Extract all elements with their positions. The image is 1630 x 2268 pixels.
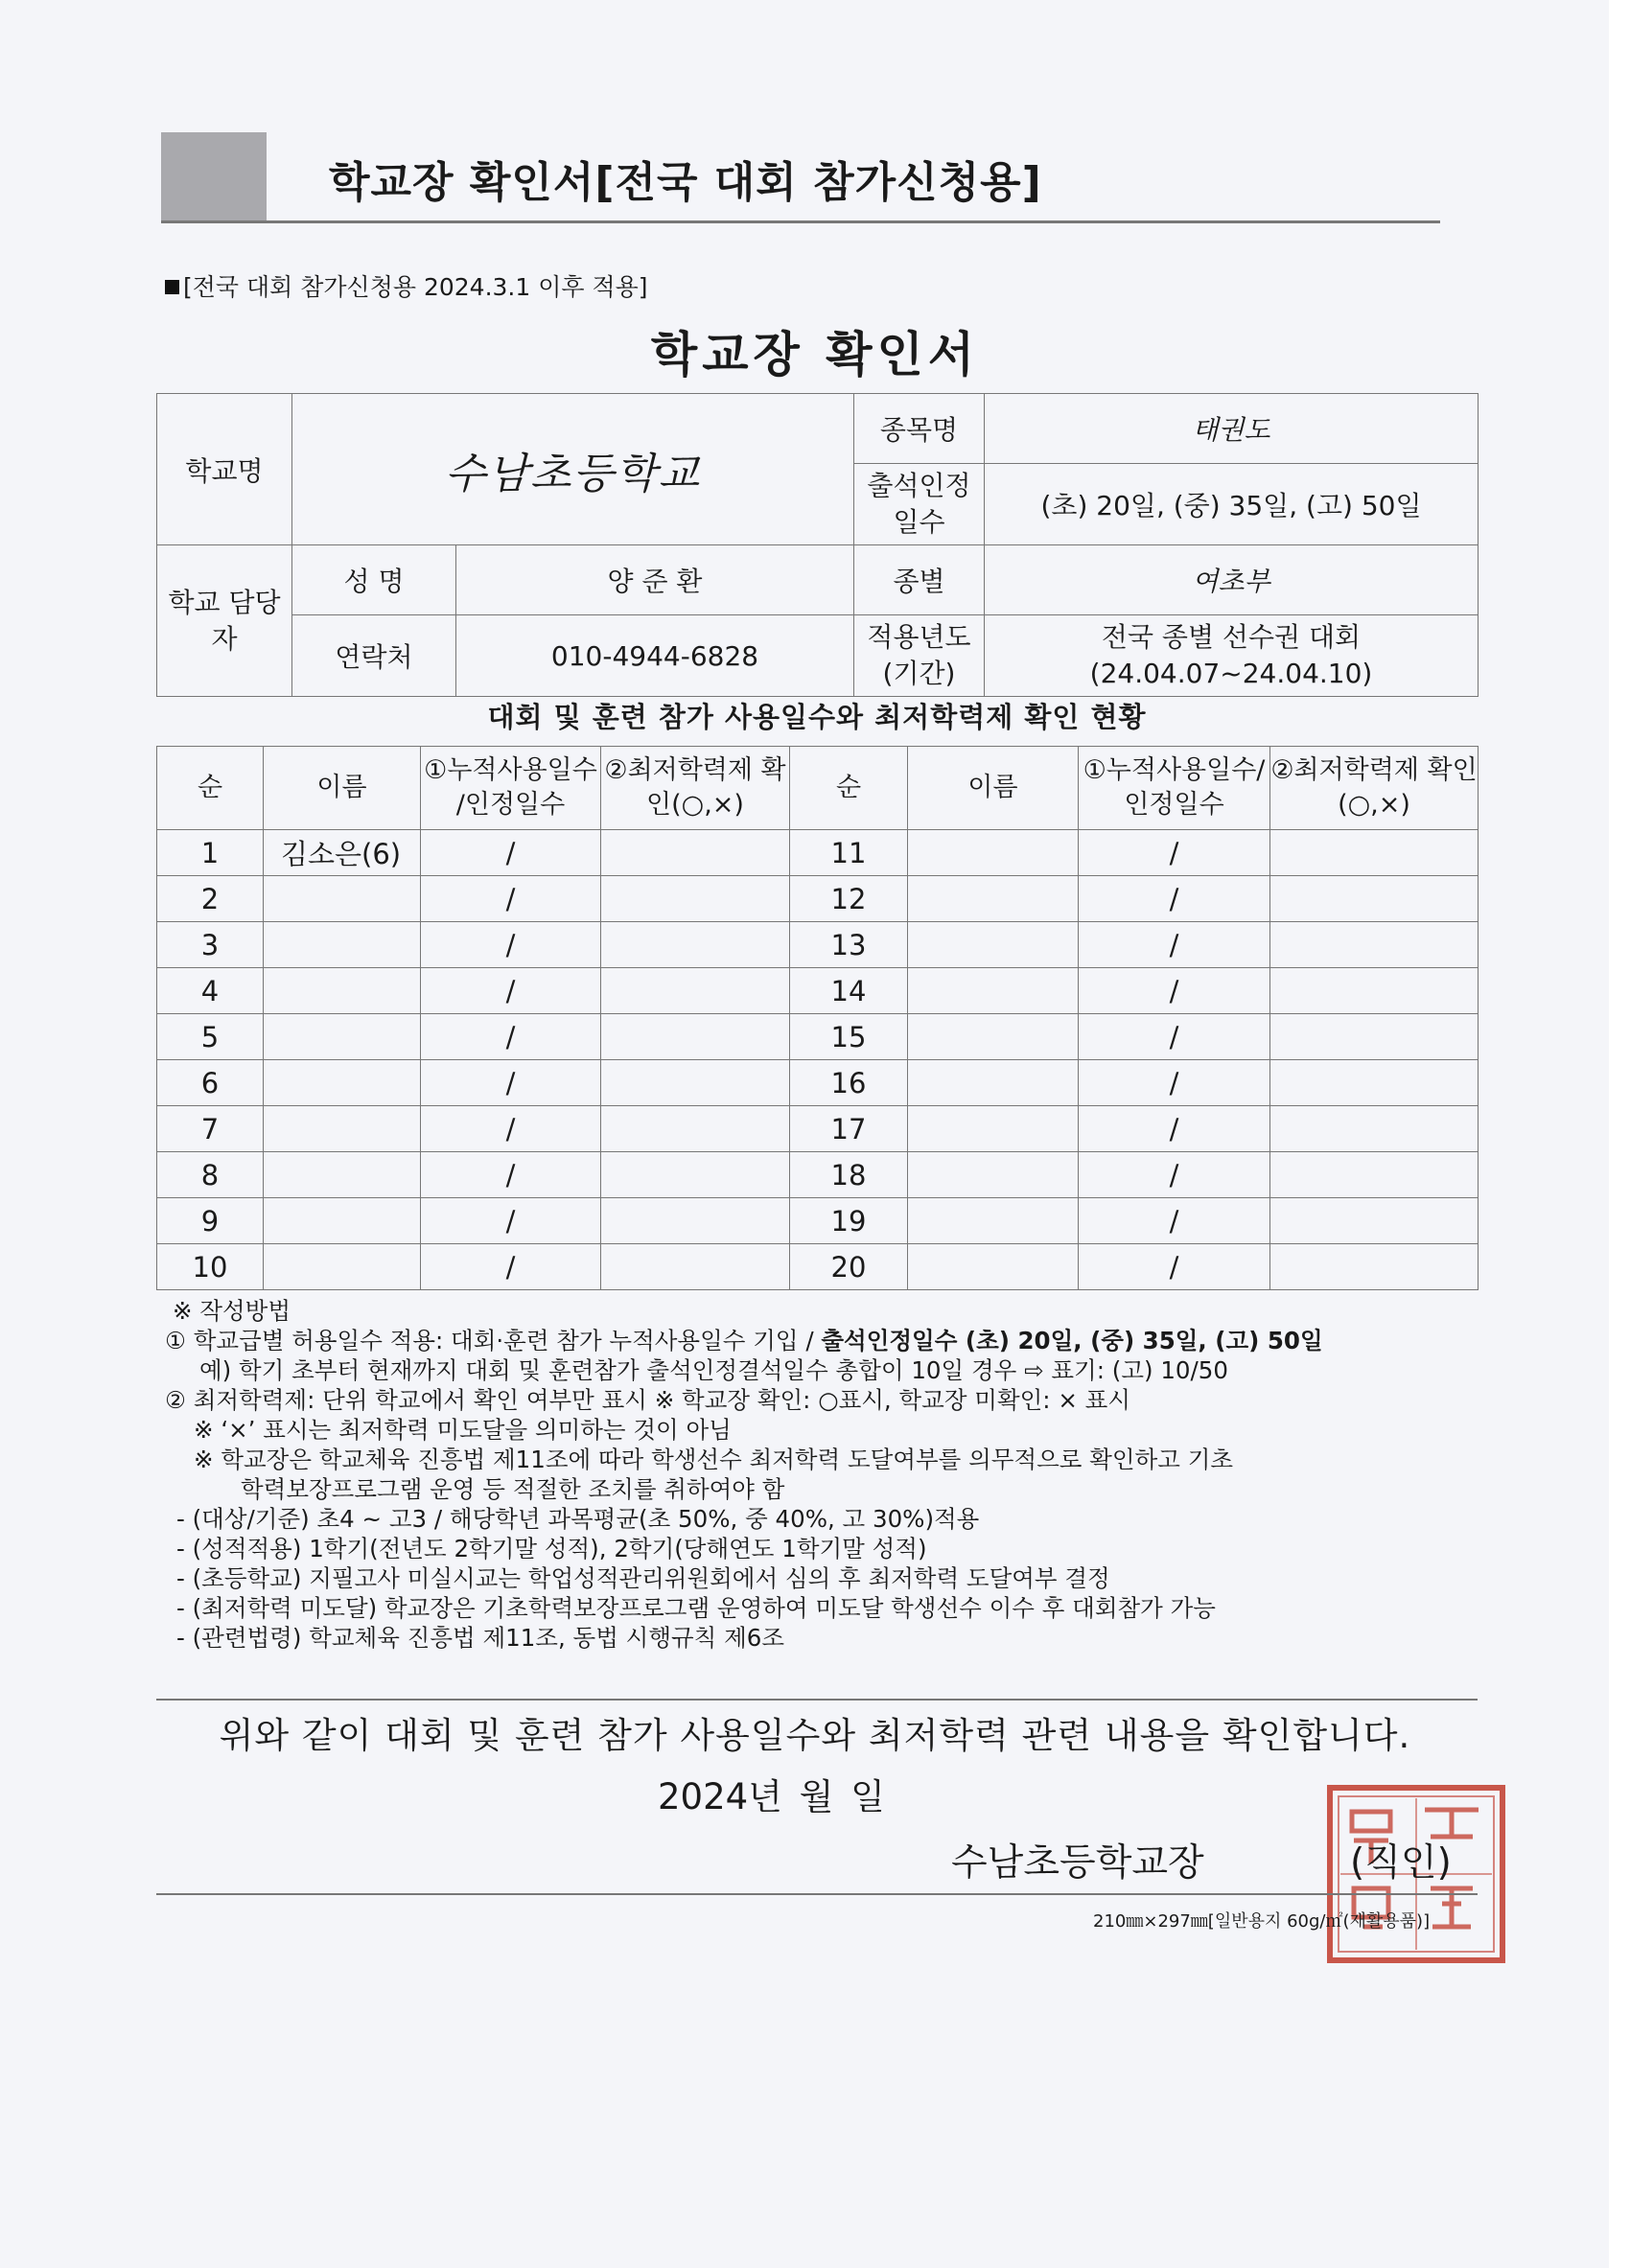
row-name-right — [908, 968, 1079, 1014]
row-name-right — [908, 876, 1079, 922]
table-row — [157, 1152, 1479, 1198]
row-days: / — [421, 876, 601, 922]
row-no-right: 16 — [790, 1060, 908, 1106]
row-name — [264, 922, 421, 968]
division-label: 종별 — [854, 545, 985, 615]
row-days: / — [421, 830, 601, 876]
row-days-right: / — [1079, 1198, 1270, 1244]
notice-text: [전국 대회 참가신청용 2024.3.1 이후 적용] — [183, 273, 648, 301]
row-no-right: 19 — [790, 1198, 908, 1244]
row-no-right: 14 — [790, 968, 908, 1014]
row-check — [601, 1106, 790, 1152]
row-check — [601, 922, 790, 968]
row-days-right: / — [1079, 876, 1270, 922]
note-item-1-bold: 출석인정일수 (초) 20일, (중) 35일, (고) 50일 — [821, 1327, 1323, 1354]
row-no: 1 — [157, 830, 264, 876]
row-check-right — [1270, 1014, 1479, 1060]
row-days: / — [421, 1014, 601, 1060]
contact-label: 연락처 — [292, 615, 456, 697]
row-no-right: 15 — [790, 1014, 908, 1060]
row-name — [264, 1014, 421, 1060]
row-check-right — [1270, 1244, 1479, 1290]
event-value: 태권도 — [985, 394, 1479, 464]
row-no: 3 — [157, 922, 264, 968]
note-item-2-b: ※ 학교장은 학교체육 진흥법 제11조에 따라 학생선수 최저학력 도달여부를 의무적으로 확인하고 기초 — [194, 1446, 1234, 1473]
header-block — [161, 132, 267, 220]
row-days-right: / — [1079, 1152, 1270, 1198]
notes — [165, 1296, 1488, 1653]
status-table — [156, 746, 1479, 1290]
row-check — [601, 1152, 790, 1198]
square-bullet-icon — [165, 280, 179, 294]
table-row — [157, 1244, 1479, 1290]
manager-label: 학교 담당자 — [157, 545, 292, 697]
row-days-right: / — [1079, 922, 1270, 968]
row-check — [601, 1060, 790, 1106]
note-item-1 — [165, 1326, 1488, 1355]
header-no: 순 — [157, 747, 264, 830]
row-check — [601, 830, 790, 876]
header-days-right: ①누적사용일수/ 인정일수 — [1079, 747, 1270, 830]
table-row — [157, 830, 1479, 876]
row-check-right — [1270, 1106, 1479, 1152]
row-check — [601, 876, 790, 922]
footer-paper-spec: 210㎜×297㎜[일반용지 60g/㎡(재활용품)] — [1093, 1911, 1431, 1932]
table-row — [157, 922, 1479, 968]
name-value: 양 준 환 — [456, 545, 854, 615]
attendance-label: 출석인정 일수 — [854, 464, 985, 545]
principal-name: 수남초등학교장 — [951, 1841, 1204, 1885]
row-no-right: 18 — [790, 1152, 908, 1198]
notes-heading: ※ 작성방법 — [173, 1297, 291, 1325]
note-detail-3: - (초등학교) 지필고사 미실시교는 학업성적관리위원회에서 심의 후 최저학력 도달여부 결정 — [176, 1564, 1110, 1592]
notice — [165, 268, 648, 303]
header-check-right: ②최저학력제 확인(○,×) — [1270, 747, 1479, 830]
row-no: 6 — [157, 1060, 264, 1106]
row-days: / — [421, 968, 601, 1014]
row-check-right — [1270, 1198, 1479, 1244]
table-row — [157, 968, 1479, 1014]
seal-label: (직인) — [1350, 1841, 1452, 1885]
row-no: 8 — [157, 1152, 264, 1198]
row-no: 10 — [157, 1244, 264, 1290]
row-check-right — [1270, 876, 1479, 922]
row-name-right — [908, 830, 1079, 876]
row-check — [601, 1244, 790, 1290]
row-no: 7 — [157, 1106, 264, 1152]
row-name-right — [908, 1198, 1079, 1244]
row-no: 2 — [157, 876, 264, 922]
date-text: 2024년 월 일 — [658, 1776, 885, 1817]
note-detail-4: - (최저학력 미도달) 학교장은 기초학력보장프로그램 운영하여 미도달 학생선수 이수 후 대회참가 가능 — [176, 1594, 1216, 1622]
row-check — [601, 1014, 790, 1060]
period-value: 전국 종별 선수권 대회 (24.04.07~24.04.10) — [985, 615, 1479, 697]
row-name-right — [908, 1060, 1079, 1106]
row-name — [264, 1152, 421, 1198]
row-no-right: 11 — [790, 830, 908, 876]
row-days: / — [421, 1060, 601, 1106]
note-item-1-example: 예) 학기 초부터 현재까지 대회 및 훈련참가 출석인정결석일수 총합이 10일 경우 ⇨ 표기: (고) 10/50 — [199, 1356, 1228, 1384]
row-name — [264, 876, 421, 922]
table-row — [157, 1198, 1479, 1244]
row-check-right — [1270, 1060, 1479, 1106]
row-days-right: / — [1079, 1014, 1270, 1060]
row-name: 김소은(6) — [264, 830, 421, 876]
row-days: / — [421, 1198, 601, 1244]
row-days-right: / — [1079, 1244, 1270, 1290]
header-no-right: 순 — [790, 747, 908, 830]
status-header-row — [157, 747, 1479, 830]
row-check — [601, 968, 790, 1014]
period-label: 적용년도 (기간) — [854, 615, 985, 697]
divider-bottom — [156, 1893, 1478, 1895]
row-check-right — [1270, 968, 1479, 1014]
header-bar — [161, 132, 1440, 220]
row-no-right: 17 — [790, 1106, 908, 1152]
document-title: 학교장 확인서 — [650, 327, 980, 382]
note-item-2-a: ※ ‘×’ 표시는 최저학력 미도달을 의미하는 것이 아님 — [194, 1416, 732, 1444]
row-name-right — [908, 1244, 1079, 1290]
header-check: ②최저학력제 확인(○,×) — [601, 747, 790, 830]
row-check-right — [1270, 1152, 1479, 1198]
row-name-right — [908, 1014, 1079, 1060]
header-title: 학교장 확인서[전국 대회 참가신청용] — [329, 158, 1042, 207]
row-check — [601, 1198, 790, 1244]
table-row — [157, 1060, 1479, 1106]
row-no: 5 — [157, 1014, 264, 1060]
row-name — [264, 1244, 421, 1290]
row-check-right — [1270, 830, 1479, 876]
note-detail-1: - (대상/기준) 초4 ~ 고3 / 해당학년 과목평균(초 50%, 중 40%, 고 30%)적용 — [176, 1505, 980, 1533]
division-value: 여초부 — [985, 545, 1479, 615]
section-title: 대회 및 훈련 참가 사용일수와 최저학력제 확인 현황 — [487, 701, 1147, 733]
info-table — [156, 393, 1479, 697]
row-days-right: / — [1079, 1060, 1270, 1106]
row-days: / — [421, 1244, 601, 1290]
row-name-right — [908, 922, 1079, 968]
row-no: 9 — [157, 1198, 264, 1244]
header-name-right: 이름 — [908, 747, 1079, 830]
row-days-right: / — [1079, 968, 1270, 1014]
note-detail-2: - (성적적용) 1학기(전년도 2학기말 성적), 2학기(당해연도 1학기말 성적) — [176, 1535, 927, 1562]
row-no-right: 13 — [790, 922, 908, 968]
contact-value: 010-4944-6828 — [456, 615, 854, 697]
row-name — [264, 1198, 421, 1244]
table-row — [157, 876, 1479, 922]
attendance-value: (초) 20일, (중) 35일, (고) 50일 — [985, 464, 1479, 545]
confirm-text: 위와 같이 대회 및 훈련 참가 사용일수와 최저학력 관련 내용을 확인합니다. — [219, 1715, 1411, 1756]
note-item-2-c: 학력보장프로그램 운영 등 적절한 조치를 취하여야 함 — [241, 1475, 785, 1503]
row-no-right: 12 — [790, 876, 908, 922]
event-label: 종목명 — [854, 394, 985, 464]
table-row — [157, 1106, 1479, 1152]
note-detail-5: - (관련법령) 학교체육 진흥법 제11조, 동법 시행규칙 제6조 — [176, 1624, 785, 1652]
note-item-2: ② 최저학력제: 단위 학교에서 확인 여부만 표시 ※ 학교장 확인: ○표시, 학교장 미확인: × 표시 — [165, 1386, 1130, 1414]
row-name-right — [908, 1152, 1079, 1198]
header-days: ①누적사용일수 /인정일수 — [421, 747, 601, 830]
school-label: 학교명 — [157, 394, 292, 545]
row-days-right: / — [1079, 1106, 1270, 1152]
row-no-right: 20 — [790, 1244, 908, 1290]
row-name — [264, 1106, 421, 1152]
row-check-right — [1270, 922, 1479, 968]
note-item-1-text: ① 학교급별 허용일수 적용: 대회·훈련 참가 누적사용일수 기입 / — [165, 1327, 822, 1354]
row-days: / — [421, 1106, 601, 1152]
row-no: 4 — [157, 968, 264, 1014]
header-name: 이름 — [264, 747, 421, 830]
row-days: / — [421, 922, 601, 968]
row-days: / — [421, 1152, 601, 1198]
row-days-right: / — [1079, 830, 1270, 876]
school-value: 수남초등학교 — [292, 394, 854, 545]
divider-top — [156, 1699, 1478, 1701]
row-name-right — [908, 1106, 1079, 1152]
row-name — [264, 968, 421, 1014]
row-name — [264, 1060, 421, 1106]
table-row — [157, 1014, 1479, 1060]
name-label: 성 명 — [292, 545, 456, 615]
header-rule — [161, 220, 1440, 223]
